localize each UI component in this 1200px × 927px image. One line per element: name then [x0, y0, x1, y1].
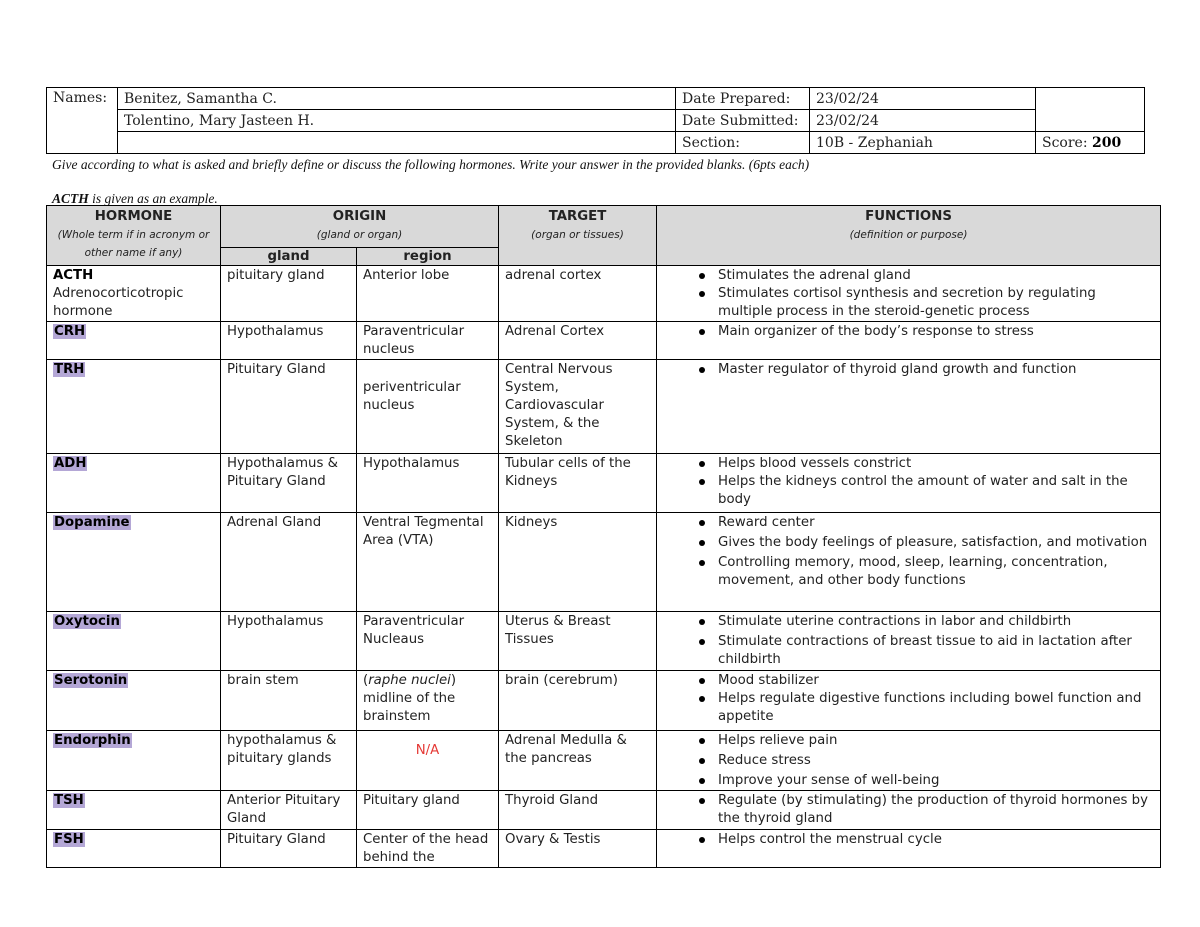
hormone-cell [47, 612, 221, 671]
hormone-name: ACTH [53, 268, 94, 283]
names-label: Names: [47, 88, 118, 154]
hormone-cell [47, 830, 221, 868]
function-item: Stimulates cortisol synthesis and secretion by regulating multiple process in the steroid-genetic process [663, 285, 1154, 321]
target-cell: Uterus & Breast Tissues [499, 612, 657, 671]
target-cell: Tubular cells of the Kidneys [499, 454, 657, 513]
region-cell [357, 731, 499, 791]
target-cell: Central Nervous System, Cardiovascular System, & the Skeleton [499, 360, 657, 454]
hormone-name: Oxytocin [54, 614, 120, 629]
hormone-table [46, 205, 1161, 868]
functions-cell [657, 322, 1161, 360]
function-item: Gives the body feelings of pleasure, satisfaction, and motivation [663, 534, 1154, 552]
target-cell: Ovary & Testis [499, 830, 657, 868]
function-item: Reduce stress [663, 752, 1154, 770]
score-value: 200 [1092, 134, 1122, 151]
section-value: 10B - Zephaniah [810, 132, 1036, 154]
hormone-cell [47, 266, 221, 322]
target-cell: Adrenal Medulla & the pancreas [499, 731, 657, 791]
function-item: Helps control the menstrual cycle [663, 831, 1154, 849]
region-cell: Paraventricular nucleus [357, 322, 499, 360]
date-prepared-value: 23/02/24 [810, 88, 1036, 110]
hormone-cell [47, 454, 221, 513]
function-item: Stimulates the adrenal gland [663, 267, 1154, 285]
instructions: Give according to what is asked and briefly define or discuss the following hormones. Write your answer in the provided blanks. (6pts each) [52, 157, 810, 172]
function-item: Helps relieve pain [663, 732, 1154, 750]
region-na: N/A [415, 743, 440, 758]
function-item: Controlling memory, mood, sleep, learning, concentration, movement, and other body functions [663, 554, 1154, 590]
function-item: Master regulator of thyroid gland growth and function [663, 361, 1154, 379]
region-italic: raphe nuclei [368, 673, 451, 688]
target-cell: Kidneys [499, 513, 657, 612]
function-item: Helps blood vessels constrict [663, 455, 1154, 473]
table-row [47, 731, 1161, 791]
function-item: Stimulate contractions of breast tissue to aid in lactation after childbirth [663, 633, 1154, 669]
student-info-table [46, 87, 1145, 154]
target-cell: adrenal cortex [499, 266, 657, 322]
region-cell: Anterior lobe [357, 266, 499, 322]
function-item: Mood stabilizer [663, 672, 1154, 690]
table-row [47, 322, 1161, 360]
hormone-name: FSH [54, 832, 84, 847]
functions-cell [657, 612, 1161, 671]
gland-cell: pituitary gland [221, 266, 357, 322]
table-row [47, 830, 1161, 868]
region-text: midline of the brainstem [363, 691, 456, 724]
header-gland: gland [221, 248, 357, 266]
table-row [47, 513, 1161, 612]
hormone-cell [47, 731, 221, 791]
score-cell [1036, 132, 1145, 154]
target-cell: Thyroid Gland [499, 791, 657, 830]
header-functions-title: FUNCTIONS [865, 209, 952, 224]
hormone-name: CRH [54, 324, 86, 339]
table-row [47, 671, 1161, 731]
function-item: Helps the kidneys control the amount of water and salt in the body [663, 473, 1154, 509]
function-item: Regulate (by stimulating) the production of thyroid hormones by the thyroid gland [663, 792, 1154, 828]
header-origin-title: ORIGIN [332, 209, 387, 224]
gland-cell: hypothalamus & pituitary glands [221, 731, 357, 791]
date-prepared-label: Date Prepared: [676, 88, 810, 110]
table-row [47, 266, 1161, 322]
hormone-name: Serotonin [54, 673, 128, 688]
table-row [47, 360, 1161, 454]
header-target-subtitle: (organ or tissues) [531, 229, 624, 241]
example-note-text: is given as an example. [88, 191, 218, 206]
hormone-name: Endorphin [54, 733, 131, 748]
gland-cell: Anterior Pituitary Gland [221, 791, 357, 830]
functions-cell [657, 731, 1161, 791]
target-cell: brain (cerebrum) [499, 671, 657, 731]
region-cell: Pituitary gland [357, 791, 499, 830]
function-item: Improve your sense of well-being [663, 772, 1154, 790]
gland-cell: brain stem [221, 671, 357, 731]
hormone-full-name: Adrenocorticotropic hormone [53, 286, 184, 319]
function-item: Helps regulate digestive functions including bowel function and appetite [663, 690, 1154, 726]
date-submitted-label: Date Submitted: [676, 110, 810, 132]
score-blank [1036, 88, 1145, 132]
table-row [47, 454, 1161, 513]
hormone-name: TSH [54, 793, 84, 808]
hormone-cell [47, 360, 221, 454]
gland-cell: Pituitary Gland [221, 360, 357, 454]
region-cell: periventricular nucleus [357, 360, 499, 454]
date-submitted-value: 23/02/24 [810, 110, 1036, 132]
gland-cell: Hypothalamus & Pituitary Gland [221, 454, 357, 513]
name-3-blank [118, 132, 676, 154]
header-functions [657, 206, 1161, 266]
target-cell: Adrenal Cortex [499, 322, 657, 360]
header-origin-subtitle: (gland or organ) [316, 229, 403, 241]
hormone-name: ADH [54, 456, 87, 471]
hormone-cell [47, 791, 221, 830]
header-functions-subtitle: (definition or purpose) [849, 229, 968, 241]
header-hormone [47, 206, 221, 266]
table-row [47, 791, 1161, 830]
functions-cell [657, 791, 1161, 830]
table-row [47, 612, 1161, 671]
function-item: Reward center [663, 514, 1154, 532]
score-label: Score: [1042, 134, 1088, 151]
gland-cell: Pituitary Gland [221, 830, 357, 868]
functions-cell [657, 513, 1161, 612]
header-hormone-title: HORMONE [94, 209, 173, 224]
functions-cell [657, 671, 1161, 731]
header-target-title: TARGET [548, 209, 607, 224]
name-2: Tolentino, Mary Jasteen H. [118, 110, 676, 132]
function-item: Main organizer of the body’s response to stress [663, 323, 1154, 341]
function-item: Stimulate uterine contractions in labor and childbirth [663, 613, 1154, 631]
hormone-cell [47, 671, 221, 731]
gland-cell: Adrenal Gland [221, 513, 357, 612]
region-cell: Center of the head behind the [357, 830, 499, 868]
header-target [499, 206, 657, 266]
header-hormone-subtitle: (Whole term if in acronym or other name if any) [57, 229, 210, 259]
header-origin [221, 206, 499, 248]
functions-cell [657, 360, 1161, 454]
example-hormone: ACTH [52, 191, 89, 206]
region-cell: Hypothalamus [357, 454, 499, 513]
name-1: Benitez, Samantha C. [118, 88, 676, 110]
header-region: region [357, 248, 499, 266]
functions-cell [657, 454, 1161, 513]
hormone-name: TRH [54, 362, 85, 377]
hormone-cell [47, 322, 221, 360]
functions-cell [657, 266, 1161, 322]
region-cell: Ventral Tegmental Area (VTA) [357, 513, 499, 612]
gland-cell: Hypothalamus [221, 322, 357, 360]
gland-cell: Hypothalamus [221, 612, 357, 671]
section-label: Section: [676, 132, 810, 154]
functions-cell [657, 830, 1161, 868]
hormone-cell [47, 513, 221, 612]
region-cell: (raphe nuclei) midline of the brainstem [357, 671, 499, 731]
hormone-name: Dopamine [54, 515, 130, 530]
region-cell: Paraventricular Nucleaus [357, 612, 499, 671]
